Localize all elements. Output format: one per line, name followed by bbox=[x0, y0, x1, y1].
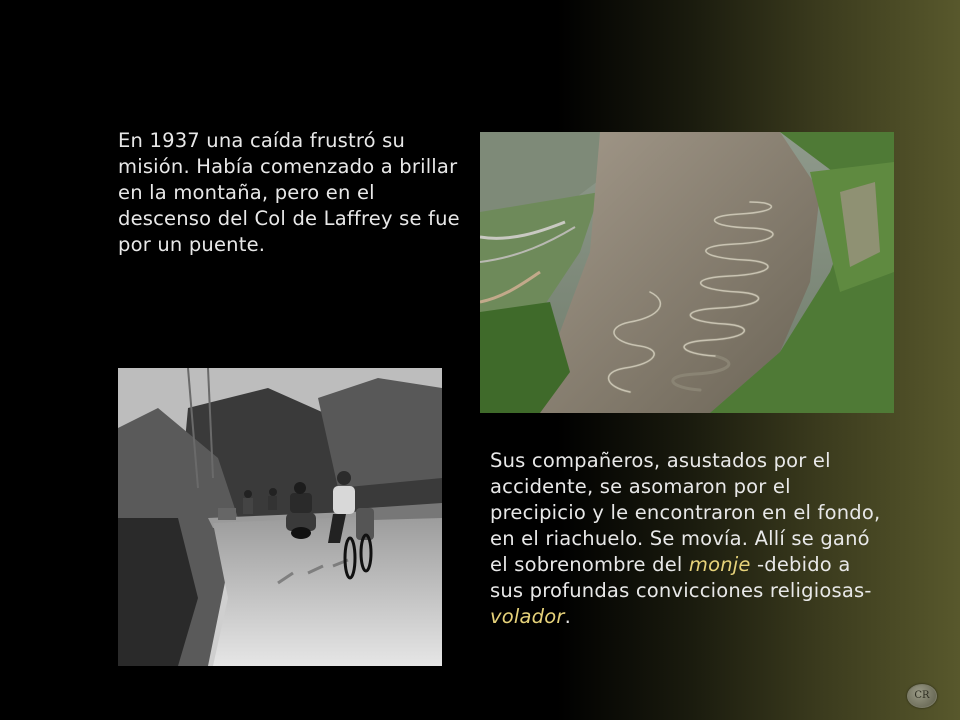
highlight-volador: volador bbox=[490, 605, 565, 628]
cr-badge-icon[interactable] bbox=[907, 684, 937, 708]
paragraph-nickname-text-1: Sus compañeros, asustados por el accidente, se asomaron por el precipicio y le encontraron en el fondo, en el riachuelo. Se movía. Allí se ganó el sobrenombre del bbox=[490, 449, 881, 576]
serpentine-road-image bbox=[480, 132, 894, 413]
paragraph-nickname bbox=[490, 448, 890, 630]
paragraph-nickname-text-3: . bbox=[564, 605, 571, 628]
serpentine-road-photo bbox=[480, 132, 894, 413]
cyclists-image bbox=[118, 368, 442, 666]
highlight-monje: monje bbox=[688, 553, 751, 576]
paragraph-accident bbox=[118, 128, 468, 258]
cyclists-photo bbox=[118, 368, 442, 666]
paragraph-accident-text: En 1937 una caída frustró su misión. Había comenzado a brillar en la montaña, pero en el descenso del Col de Laffrey se fue por un puente. bbox=[118, 129, 460, 256]
cr-badge-label: CR bbox=[914, 690, 930, 701]
paragraph-nickname-text-2: -debido a sus profundas convicciones religiosas- bbox=[490, 553, 872, 602]
